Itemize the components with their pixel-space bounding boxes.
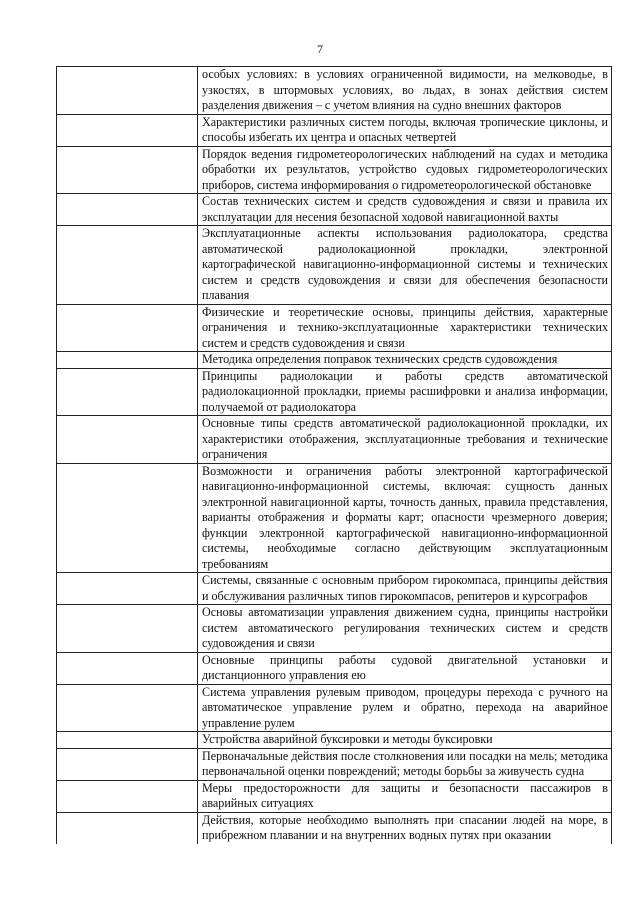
requirement-text-cell: Возможности и ограничения работы электронной картографической навигационно-информационной системы, включая: сущность данных электронной навигационной карты, точность данных, правила представления, варианты отображения и форматы карт; опасности чрезмерного доверия; функции электронной картографической навигационно-информационной системы, необходимые согласно действующим эксплуатационным требованиям <box>198 463 612 573</box>
requirement-text-cell: Физические и теоретические основы, принципы действия, характерные ограничения и технико-эксплуатационные характеристики технических систем и средств судовождения и связи <box>198 304 612 352</box>
table-row <box>57 652 612 684</box>
left-column-cell <box>57 368 198 416</box>
table-body <box>57 67 612 844</box>
table-row <box>57 67 612 115</box>
left-column-cell <box>57 605 198 653</box>
left-column-cell <box>57 352 198 369</box>
requirement-text-cell: Основные принципы работы судовой двигательной установки и дистанционного управления ею <box>198 652 612 684</box>
left-column-cell <box>57 226 198 305</box>
left-column-cell <box>57 463 198 573</box>
table-row <box>57 114 612 146</box>
table-row <box>57 352 612 369</box>
knowledge-table <box>56 66 612 844</box>
left-column-cell <box>57 114 198 146</box>
table-row <box>57 812 612 844</box>
table-row <box>57 304 612 352</box>
requirement-text-cell: Методика определения поправок технических средств судовождения <box>198 352 612 369</box>
requirement-text-cell: Системы, связанные с основным прибором гирокомпаса, принципы действия и обслуживания различных типов гирокомпасов, репитеров и курсографов <box>198 573 612 605</box>
table-row <box>57 732 612 749</box>
requirement-text-cell: особых условиях: в условиях ограниченной видимости, на мелководье, в узкостях, в штормовых условиях, во льдах, в зонах действия систем разделения движения – с учетом влияния на судно внешних факторов <box>198 67 612 115</box>
left-column-cell <box>57 748 198 780</box>
table-row <box>57 748 612 780</box>
requirement-text-cell: Первоначальные действия после столкновения или посадки на мель; методика первоначальной оценки повреждений; методы борьбы за живучесть судна <box>198 748 612 780</box>
requirement-text-cell: Принципы радиолокации и работы средств автоматической радиолокационной прокладки, приемы расшифровки и анализа информации, получаемой от радиолокатора <box>198 368 612 416</box>
left-column-cell <box>57 304 198 352</box>
table-row <box>57 605 612 653</box>
table-row <box>57 368 612 416</box>
table-row <box>57 146 612 194</box>
left-column-cell <box>57 780 198 812</box>
left-column-cell <box>57 194 198 226</box>
table-row <box>57 780 612 812</box>
left-column-cell <box>57 67 198 115</box>
page-number: 7 <box>317 42 323 56</box>
requirements-table <box>56 66 612 844</box>
requirement-text-cell: Характеристики различных систем погоды, включая тропические циклоны, и способы избегать их центра и опасных четвертей <box>198 114 612 146</box>
table-row <box>57 573 612 605</box>
requirement-text-cell: Основы автоматизации управления движением судна, принципы настройки систем автоматического регулирования технических систем и средств судовождения и связи <box>198 605 612 653</box>
requirement-text-cell: Основные типы средств автоматической радиолокационной прокладки, их характеристики отображения, эксплуатационные требования и технические ограничения <box>198 416 612 464</box>
requirement-text-cell: Эксплуатационные аспекты использования радиолокатора, средства автоматической радиолокационной прокладки, электронной картографической навигационно-информационной системы и технических систем и средств судовождения и связи для обеспечения безопасности плавания <box>198 226 612 305</box>
left-column-cell <box>57 652 198 684</box>
table-row <box>57 194 612 226</box>
left-column-cell <box>57 573 198 605</box>
left-column-cell <box>57 684 198 732</box>
table-row <box>57 684 612 732</box>
table-row <box>57 463 612 573</box>
table-row <box>57 416 612 464</box>
table-row <box>57 226 612 305</box>
left-column-cell <box>57 146 198 194</box>
left-column-cell <box>57 732 198 749</box>
requirement-text-cell: Система управления рулевым приводом, процедуры перехода с ручного на автоматическое управление рулем и обратно, перехода на аварийное управление рулем <box>198 684 612 732</box>
requirement-text-cell: Состав технических систем и средств судовождения и связи и правила их эксплуатации для несения безопасной ходовой навигационной вахты <box>198 194 612 226</box>
left-column-cell <box>57 416 198 464</box>
requirement-text-cell: Устройства аварийной буксировки и методы буксировки <box>198 732 612 749</box>
requirement-text-cell: Действия, которые необходимо выполнять при спасании людей на море, в прибрежном плавании и на внутренних водных путях при оказании <box>198 812 612 844</box>
requirement-text-cell: Порядок ведения гидрометеорологических наблюдений на судах и методика обработки их результатов, устройство судовых гидрометеорологических приборов, система информирования о гидрометеорологической обстановке <box>198 146 612 194</box>
left-column-cell <box>57 812 198 844</box>
requirement-text-cell: Меры предосторожности для защиты и безопасности пассажиров в аварийных ситуациях <box>198 780 612 812</box>
